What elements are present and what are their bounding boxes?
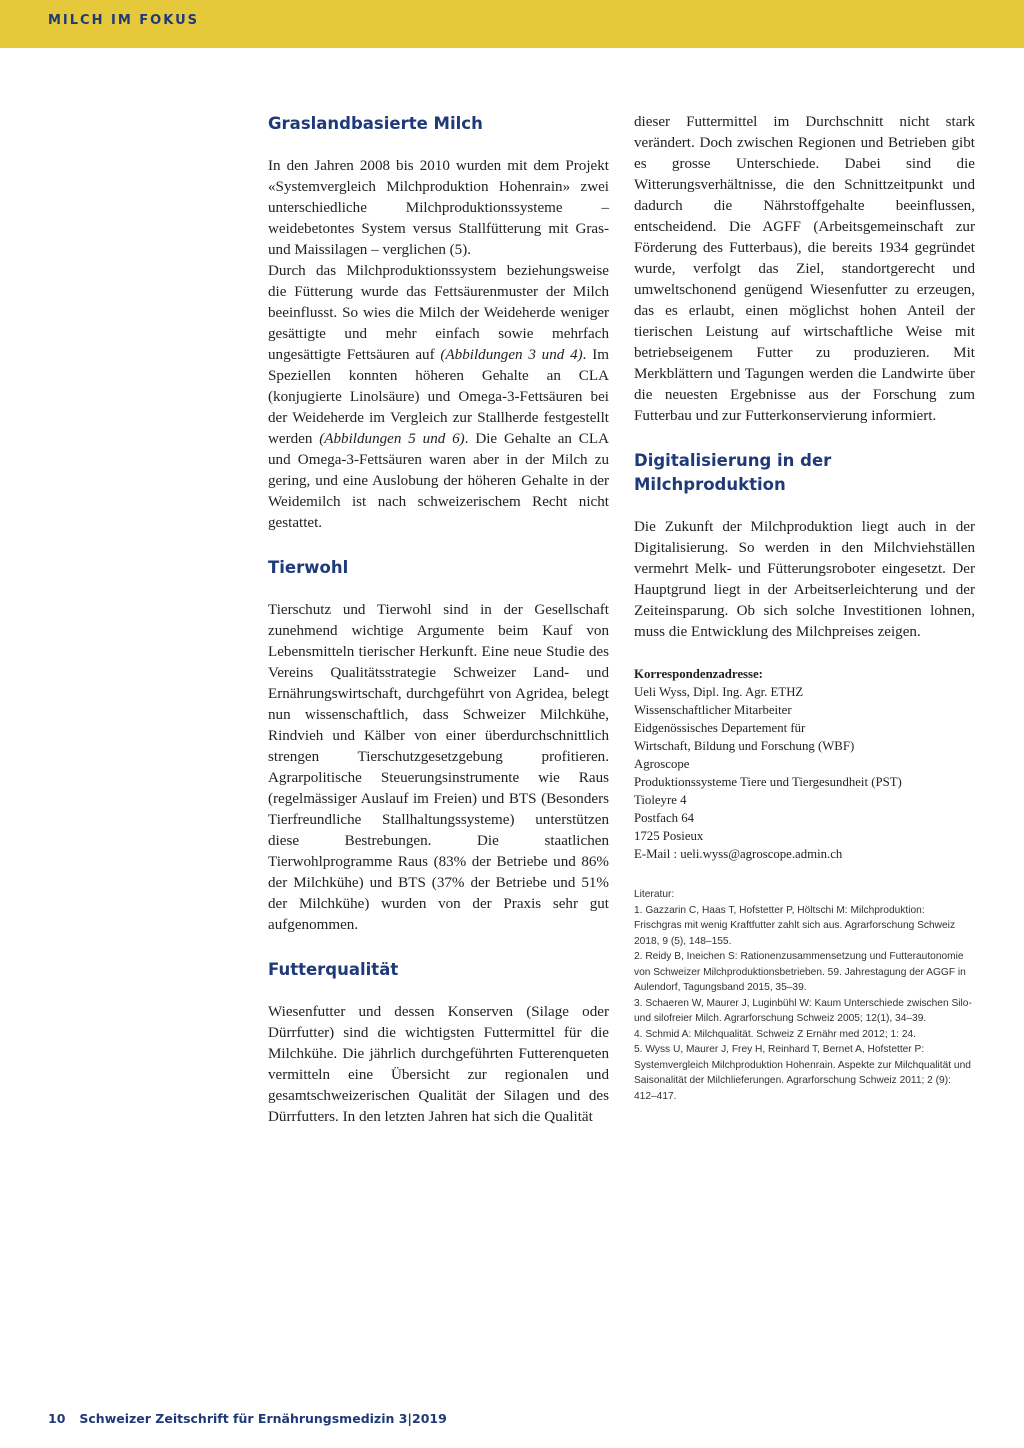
paragraph: dieser Futtermittel im Durchschnitt nicht stark verändert. Doch zwischen Regionen und Betrieben gibt es grosse Unterschiede. Dabei sind die Witterungsverhältnisse, die den Schnittzeitpunkt und dadurch die Nährstoffgehalte beeinflussen, entscheidend. Die AGFF (Arbeitsgemeinschaft zur Förderung des Futterbaus), die bereits 1934 gegründet wurde, verfolgt das Ziel, standortgerecht und umweltschonend genügend Wiesenfutter zu erzeugen, das es erlaubt, einen möglichst hohen Anteil der tierischen Leistung auf wirtschaftliche Weise mit betriebseigenem Futter zu produzieren. Mit Merkblättern und Tagungen werden die Landwirte über die neuesten Ergebnisse aus der Forschung zum Futterbau und zur Futterkonservierung informiert. — [634, 114, 975, 424]
correspondence-label: Korrespondenzadresse: — [634, 667, 763, 681]
literature-item: 5. Wyss U, Maurer J, Frey H, Reinhard T, Bernet A, Hofstetter P: Systemvergleich Milchproduktion Hohenrain. Aspekte zur Milchqualität und Saisonalität der Milchlieferungen. Agrarforschung Schweiz 2011; 2 (9): 412–417. — [634, 1044, 971, 1102]
paragraph: Wiesenfutter und dessen Konserven (Silage oder Dürrfutter) sind die wichtigsten Futtermittel für die Milchkühe. Die jährlich durchgeführten Futterenqueten vermitteln eine Übersicht zur regionalen und gesamtschweizerischen Qualität der Silagen und des Dürrfutters. In den letzten Jahren hat sich die Qualität — [268, 1004, 609, 1125]
address-line: Eidgenössisches Departement für — [634, 721, 806, 735]
address-line: Produktionssysteme Tiere und Tiergesundheit (PST) — [634, 775, 902, 789]
paragraph: In den Jahren 2008 bis 2010 wurden mit dem Projekt «Systemvergleich Milchproduktion Hohenrain» zwei unterschiedliche Milchproduktionssysteme – weidebetontes System versus Stallfütterung mit Gras- und Maissilagen – verglichen (5). — [268, 158, 609, 258]
section-graslandbasierte-milch — [268, 112, 609, 534]
address-line: Agroscope — [634, 757, 690, 771]
section-digitalisierung — [634, 449, 975, 643]
figure-reference: (Abbildungen 3 und 4) — [440, 347, 583, 363]
paragraph — [268, 261, 609, 534]
section-heading: Futterqualität — [268, 960, 399, 979]
address-line: Wirtschaft, Bildung und Forschung (WBF) — [634, 739, 855, 753]
address-line: Wissenschaftlicher Mitarbeiter — [634, 703, 792, 717]
literature-item: 1. Gazzarin C, Haas T, Hofstetter P, Höltschi M: Milchproduktion: Frischgras mit wenig Kraftfutter zahlt sich aus. Agrarforschung Schweiz 2018, 9 (5), 148–155. — [634, 904, 956, 947]
right-column — [634, 112, 975, 1104]
text-run: Durch das Milchproduktionssystem beziehungsweise die Fütterung wurde das Fettsäurenmuster der Milch beeinflusst. So wies die Milch der Weideherde weniger gesättigte und mehr einfach sowie mehrfach ungesättigte Fettsäuren auf — [268, 263, 609, 363]
left-column — [268, 112, 609, 1128]
correspondence-address — [634, 665, 975, 863]
section-heading: Graslandbasierte Milch — [268, 114, 483, 133]
address-line: Ueli Wyss, Dipl. Ing. Agr. ETHZ — [634, 685, 804, 699]
paragraph: Die Zukunft der Milchproduktion liegt auch in der Digitalisierung. So werden in den Milchviehställen vermehrt Melk- und Fütterungsroboter eingesetzt. Der Hauptgrund liegt in der Arbeitserleichterung und der Zeiteinsparung. Ob sich solche Investitionen lohnen, muss die Entwicklung des Milchpreises zeigen. — [634, 519, 975, 640]
literature-item: 4. Schmid A: Milchqualität. Schweiz Z Ernähr med 2012; 1: 24. — [634, 1028, 916, 1040]
literature-label: Literatur: — [634, 889, 675, 900]
text-run: . Die Gehalte an CLA und Omega-3-Fettsäuren waren aber in der Milch zu gering, und eine Auslobung der höheren Gehalte in der Weidemilch ist nach schweizerischem Recht nicht gestattet. — [268, 431, 609, 531]
literature-item: 2. Reidy B, Ineichen S: Rationenzusammensetzung und Futterautonomie von Schweizer Milchproduktionsbetrieben. 59. Jahrestagung der AGGF in Aulendorf, Tagungsband 2015, 35–39. — [634, 951, 966, 993]
section-header-bar — [0, 0, 1024, 48]
paragraph: Tierschutz und Tierwohl sind in der Gesellschaft zunehmend wichtige Argumente beim Kauf von Lebensmitteln tierischer Herkunft. Eine neue Studie des Vereins Qualitätsstrategie Schweizer Land- und Ernährungswirtschaft, durchgeführt von Agridea, belegt nun wissenschaftlich, dass Schweizer Milchkühe, Rindvieh und Kälber von einer überdurchschnittlich strengen Tierschutzgesetzgebung profitieren. Agrarpolitische Steuerungsinstrumente wie Raus (regelmässiger Auslauf im Freien) und BTS (Besonders Tierfreundliche Stallhaltungssysteme) unterstützen diese Bestrebungen. Die staatlichen Tierwohlprogramme Raus (83% der Betriebe und 86% der Milchkühe) und BTS (37% der Betriebe und 51% der Milchkühe) wurden von der Praxis sehr gut aufgenommen. — [268, 602, 609, 933]
literature-item: 3. Schaeren W, Maurer J, Luginbühl W: Kaum Unterschiede zwischen Silo- und silofreier Milch. Agrarforschung Schweiz 2005; 12(1), 34–39. — [634, 997, 972, 1024]
figure-reference: (Abbildungen 5 und 6) — [319, 431, 465, 447]
page-number: 10 — [48, 1411, 66, 1426]
page-footer — [48, 1411, 447, 1426]
section-heading: Digitalisierung in der Milchproduktion — [634, 451, 832, 494]
section-heading: Tierwohl — [268, 558, 349, 577]
email-line: E-Mail : ueli.wyss@agroscope.admin.ch — [634, 847, 843, 861]
literature-list — [634, 887, 975, 1104]
address-line: 1725 Posieux — [634, 829, 704, 843]
address-line: Postfach 64 — [634, 811, 695, 825]
section-futterqualitaet — [268, 958, 609, 1128]
section-tierwohl — [268, 556, 609, 936]
text-run: . Im Speziellen konnten höheren Gehalte an CLA (konjugierte Linolsäure) und Omega-3-Fettsäuren bei der Weideherde im Vergleich zur Stallherde festgestellt werden — [268, 347, 609, 447]
address-line: Tioleyre 4 — [634, 793, 687, 807]
journal-title: Schweizer Zeitschrift für Ernährungsmedizin 3|2019 — [79, 1411, 447, 1426]
section-title: MILCH IM FOKUS — [48, 13, 199, 28]
